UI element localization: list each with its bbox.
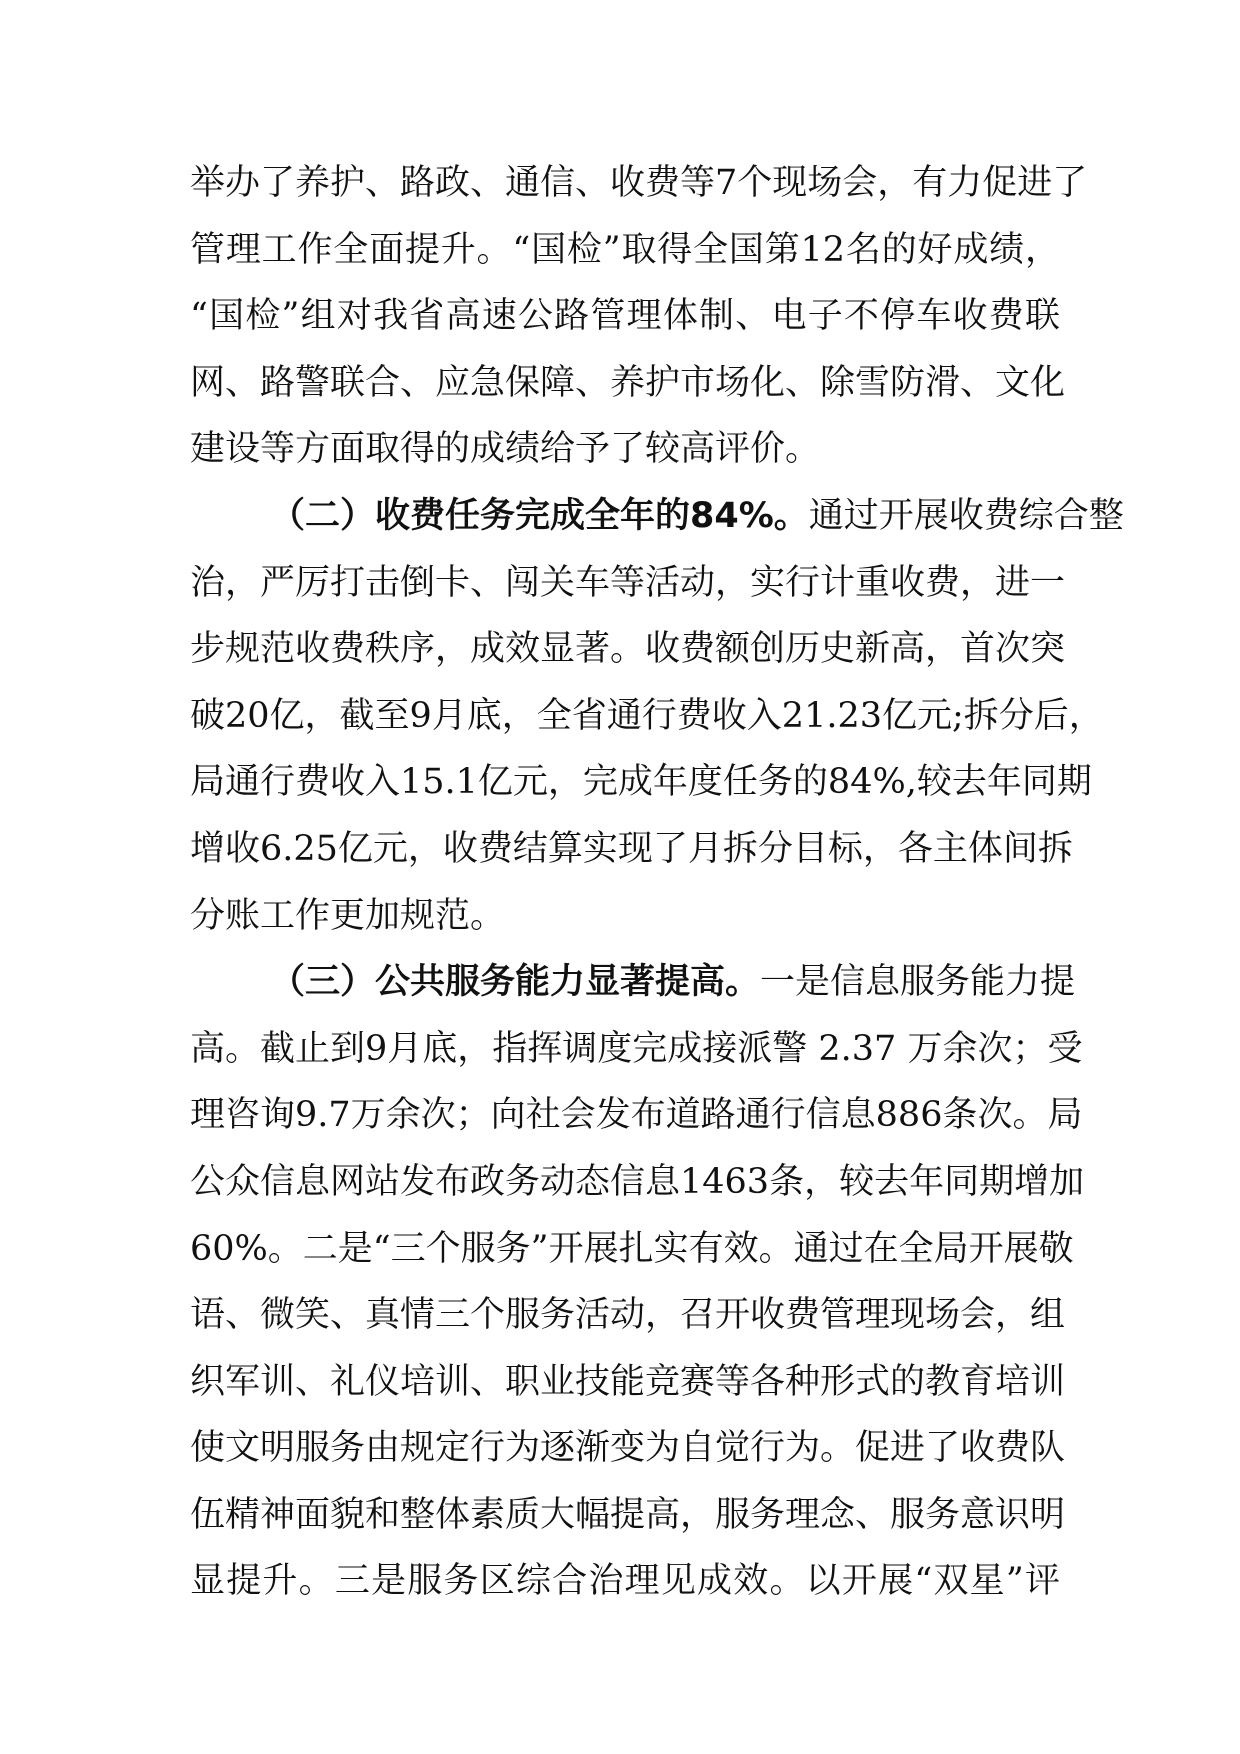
text-run: 一是信息服务能力提 bbox=[760, 962, 1076, 1003]
section-heading-line-3 bbox=[190, 949, 1076, 1016]
text-line: 破20亿，截至9月底，全省通行费收入21.23亿元;拆分后， bbox=[190, 695, 1104, 736]
text-line: 建设等方面取得的成绩给予了较高评价。 bbox=[190, 429, 821, 470]
text-line: 局通行费收入15.1亿元，完成年度任务的84%,较去年同期 bbox=[190, 762, 1092, 803]
text-line: 治，严厉打击倒卡、闯关车等活动，实行计重收费，进一 bbox=[190, 562, 1066, 603]
text-line: 增收6.25亿元，收费结算实现了月拆分目标，各主体间拆 bbox=[190, 828, 1073, 869]
section-heading-line-2 bbox=[190, 483, 1124, 550]
text-line: 公众信息网站发布政务动态信息1463条，较去年同期增加 bbox=[190, 1161, 1085, 1202]
text-line: 步规范收费秩序，成效显著。收费额创历史新高，首次突 bbox=[190, 629, 1066, 670]
text-line: 分账工作更加规范。 bbox=[190, 895, 506, 936]
text-run: 通过开展收费综合整 bbox=[808, 495, 1124, 536]
text-line: 理咨询9.7万余次；向社会发布道路通行信息886条次。局 bbox=[190, 1095, 1083, 1136]
text-line: 织军训、礼仪培训、职业技能竞赛等各种形式的教育培训 bbox=[190, 1361, 1066, 1402]
text-line: 高。截止到9月底，指挥调度完成接派警 2.37 万余次；受 bbox=[190, 1028, 1083, 1069]
section-heading-2: （二）收费任务完成全年的84%。 bbox=[270, 495, 809, 536]
text-line: 显提升。三是服务区综合治理见成效。以开展“双星”评 bbox=[190, 1561, 1060, 1602]
text-line: 伍精神面貌和整体素质大幅提高，服务理念、服务意识明 bbox=[190, 1494, 1066, 1535]
text-line: 举办了养护、路政、通信、收费等7个现场会，有力促进了 bbox=[190, 163, 1088, 203]
body-text bbox=[190, 150, 1124, 1615]
text-line: 60%。二是“三个服务”开展扎实有效。通过在全局开展敬 bbox=[190, 1228, 1074, 1269]
text-line: 管理工作全面提升。“国检”取得全国第12名的好成绩， bbox=[190, 229, 1060, 270]
text-line: 网、路警联合、应急保障、养护市场化、除雪防滑、文化 bbox=[190, 362, 1066, 403]
text-line: “国检”组对我省高速公路管理体制、电子不停车收费联 bbox=[190, 296, 1060, 337]
section-heading-3: （三）公共服务能力显著提高。 bbox=[270, 962, 761, 1003]
text-line: 语、微笑、真情三个服务活动，召开收费管理现场会，组 bbox=[190, 1295, 1066, 1336]
text-line: 使文明服务由规定行为逐渐变为自觉行为。促进了收费队 bbox=[190, 1428, 1066, 1469]
